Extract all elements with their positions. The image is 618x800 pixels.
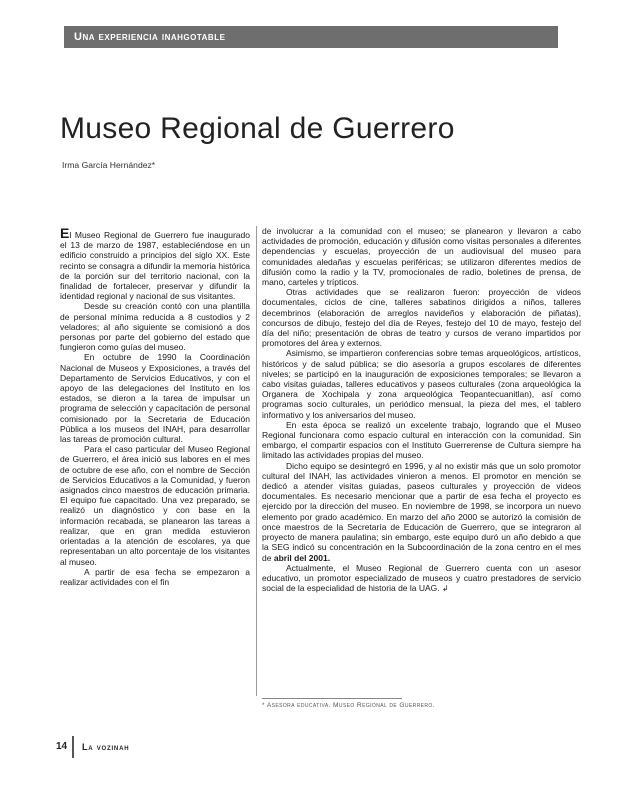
- article-title: Museo Regional de Guerrero: [60, 112, 455, 145]
- journal-name: La vozinah: [82, 742, 130, 752]
- footer-divider: [72, 736, 74, 758]
- paragraph: de involucrar a la comunidad con el museo; se planearon y llevaron a cabo actividades de promoción, educación y difusión como visitas personales a diferentes dependencias y escuelas, proyección de un audiovisual del museo para comunidades aledañas y escuelas periféricas; se utilizaron diferentes medios de difusión como la radio y la TV, promocionales de radio, boletines de prensa, de mano, carteles y trípticos.: [262, 226, 581, 288]
- paragraph: Otras actividades que se realizaron fueron: proyección de videos documentales, ciclos de cine, talleres sabatinos dirigidos a niños, talleres decembrinos (elaboración de arreglos navideños y elaboración de piñatas), concursos de dibujo, festejo del día de Reyes, festejo del 10 de mayo, festejo del día del niño; presentación de obras de teatro y cursos de verano impartidos por promotores del área y externos.: [262, 287, 581, 349]
- column-divider: [256, 226, 257, 696]
- article-author: Irma García Hernández*: [62, 160, 156, 170]
- paragraph: A partir de esa fecha se empezaron a realizar actividades con el fin: [60, 566, 250, 587]
- footnote-rule: [262, 698, 402, 699]
- paragraph: En octubre de 1990 la Coordinación Nacional de Museos y Exposiciones, a través del Departamento de Servicios Educativos, y con el apoyo de las delegaciones del Instituto en los estados, se dieron a la tarea de impulsar un programa de selección y capacitación de personal comisionado por la Secretaria de Educación Pública a los museos del INAH, para desarrollar las tareas de promoción cultural.: [60, 352, 250, 445]
- paragraph: El Museo Regional de Guerrero fue inaugurado el 13 de marzo de 1987, estableciéndose en un edificio construido a principios del siglo XX. Este recinto se consagra a difundir la memoria histórica de la porción sur del territorio nacional, con la finalidad de fortalecer, preservar y difundir la identidad regional y nacional de sus visitantes.: [60, 225, 250, 302]
- paragraph: Para el caso particular del Museo Regional de Guerrero, el área inició sus labores en el mes de octubre de ese año, con el nombre de Sección de Servicios Educativos a la Comunidad, y fueron asignados cinco maestros de educación primaria. El equipo fue capacitado. Una vez preparado, se realizó un diagnóstico y con base en la información recabada, se planearon las tareas a realizar, que en gran medida estuvieron orientadas a la atención de escolares, ya que representaban un alto porcentaje de los visitantes al museo.: [60, 444, 250, 567]
- paragraph: Actualmente, el Museo Regional de Guerrero cuenta con un asesor educativo, un promotor especializado de museos y cuatro prestadores de servicio social de la especialidad de historia de la UAG. ↲: [262, 562, 581, 594]
- footnote: * Asesora educativa. Museo Regional de Guerrero.: [262, 702, 435, 709]
- paragraph: En esta época se realizó un excelente trabajo, logrando que el Museo Regional funcionara como espacio cultural en interacción con la comunidad. Sin embargo, el compartir espacios con el Instituto Guerrerense de Cultura siempre ha limitado las actividades propias del museo.: [262, 419, 581, 461]
- date-emphasis: abril del 2001.: [273, 552, 331, 563]
- paragraph: Dicho equipo se desintegró en 1996, y al no existir más que un solo promotor cultural del INAH, las actividades vinieron a menos. El promotor en mención se dedicó a atender visitas guiadas, paseos culturales y proyección de videos documentales. Es necesario mencionar que a partir de esa fecha el proyecto es ejercido por la dirección del museo. En noviembre de 1998, se incorpora un nuevo elemento por grado académico. En marzo del año 2000 se autorizó la comisión de once maestros de la Secretaría de Educación de Guerrero, que se integraron al proyecto de manera paulatina; sin embargo, este equipo duró un año debido a que la SEG indicó su concentración en la Subcoordinación de la zona centro en el mes de abril del 2001.: [262, 460, 581, 563]
- section-banner: Una experiencia inahgotable: [64, 26, 558, 48]
- page-number: 14: [56, 741, 68, 752]
- column-right: [262, 226, 581, 594]
- column-left: [60, 225, 250, 587]
- paragraph: Desde su creación contó con una plantilla de personal mínima reducida a 8 custodios y 2 veladores; al año siguiente se comisionó a dos personas por parte del gobierno del estado que fungieron como guías del museo.: [60, 301, 250, 353]
- paragraph: Asimismo, se impartieron conferencias sobre temas arqueológicos, artísticos, históricos y de salud pública; se dio asesoría a grupos escolares de diferentes niveles; se participó en la inauguración de exposiciones temporales; se llevaron a cabo visitas guiadas, talleres educativos y paseos culturales (zona arqueológica la Organera de Xochipala y zona arqueológica Teopantecuanitlan), así como programas socio culturales, un periódico mensual, la pieza del mes, el tablero informativo y los aniversarios del museo.: [262, 348, 581, 420]
- drop-cap: E: [60, 225, 70, 241]
- end-mark-icon: ↲: [442, 584, 449, 594]
